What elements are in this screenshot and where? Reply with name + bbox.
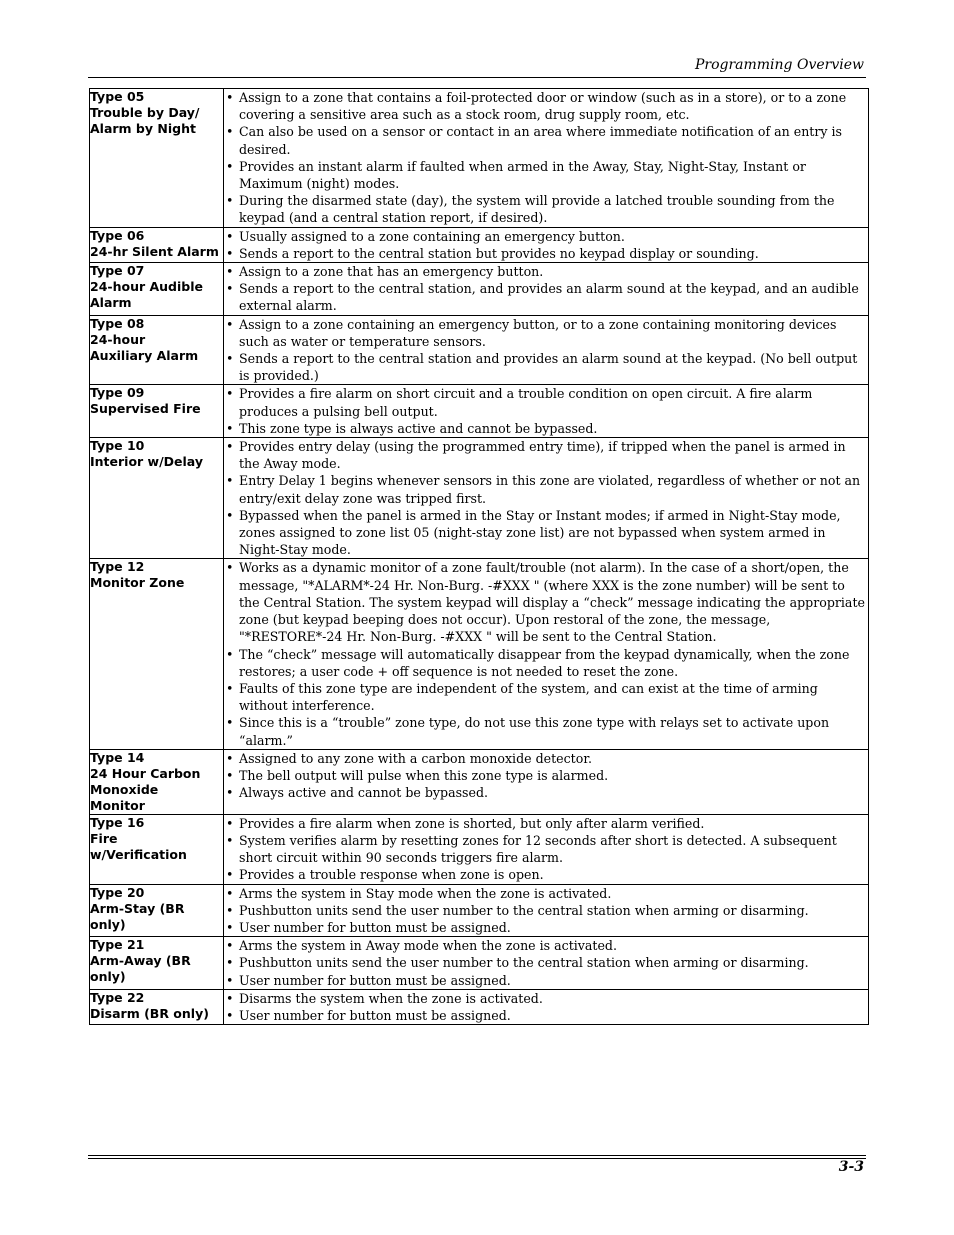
zone-type-name-cell — [90, 315, 224, 385]
zone-type-name-line: Type 06 — [90, 227, 145, 243]
list-item: • Provides an instant alarm if faulted when armed in the Away, Stay, Night-Stay, Instant or Maximum (night) modes. — [224, 158, 868, 192]
zone-type-name-line: Arm-Away (BR — [90, 953, 191, 969]
header-rule — [88, 77, 866, 78]
footer-rule — [88, 1158, 866, 1159]
description-bullet-list — [224, 815, 868, 884]
description-bullet-list — [224, 885, 868, 937]
zone-type-name-cell — [90, 559, 224, 749]
list-item: • This zone type is always active and cannot be bypassed. — [224, 420, 868, 437]
list-item: • The “check” message will automatically disappear from the keypad dynamically, when the zone restores; a user code + off sequence is not needed to reset the zone. — [224, 646, 868, 680]
list-item: • Since this is a “trouble” zone type, do not use this zone type with relays set to activate upon “alarm.” — [224, 714, 868, 748]
list-item: • Arms the system in Stay mode when the zone is activated. — [224, 885, 868, 902]
description-bullet-list — [224, 263, 868, 315]
description-bullet-list — [224, 438, 868, 558]
table-row — [90, 89, 869, 228]
zone-type-name-line: Fire — [90, 830, 118, 846]
list-item: • Sends a report to the central station but provides no keypad display or sounding. — [224, 245, 868, 262]
zone-type-name-line: Monoxide — [90, 781, 159, 797]
list-item: • Assign to a zone that has an emergency button. — [224, 263, 868, 280]
zone-type-name-line: Type 07 — [90, 263, 145, 279]
zone-type-name-line: Type 21 — [90, 937, 145, 953]
list-item: • Can also be used on a sensor or contact in an area where immediate notification of an entry is desired. — [224, 123, 868, 157]
zone-type-name-line: Disarm (BR only) — [90, 1005, 209, 1021]
description-bullet-list — [224, 937, 868, 989]
table-row — [90, 989, 869, 1024]
zone-type-name-cell — [90, 989, 224, 1024]
list-item: • Usually assigned to a zone containing an emergency button. — [224, 228, 868, 245]
zone-type-description-cell — [224, 89, 869, 228]
zone-type-name-line: Trouble by Day/ — [90, 105, 200, 120]
table-row — [90, 315, 869, 385]
zone-type-name-line: 24-hour — [90, 331, 146, 347]
footer-rule — [88, 1155, 866, 1156]
table-row — [90, 884, 869, 937]
zone-type-name-line: Type 08 — [90, 315, 145, 331]
zone-type-name-cell — [90, 884, 224, 937]
table-row — [90, 263, 869, 316]
zone-type-name-cell — [90, 937, 224, 990]
list-item: • During the disarmed state (day), the system will provide a latched trouble sounding from the keypad (and a central station report, if desired). — [224, 192, 868, 226]
zone-type-name-cell — [90, 749, 224, 814]
zone-type-name-line: Type 09 — [90, 385, 145, 401]
zone-type-name-line: 24-hr Silent Alarm — [90, 243, 219, 259]
list-item: • User number for button must be assigned. — [224, 972, 868, 989]
zone-type-name-line: Type 16 — [90, 814, 145, 830]
list-item: • User number for button must be assigned. — [224, 919, 868, 936]
zone-type-name-line: 24-hour Audible — [90, 279, 204, 295]
table-row — [90, 814, 869, 884]
zone-type-name-line: Type 22 — [90, 989, 145, 1005]
description-bullet-list — [224, 316, 868, 385]
zone-type-name-line: Type 12 — [90, 559, 145, 575]
list-item: • Assigned to any zone with a carbon monoxide detector. — [224, 750, 868, 767]
zone-type-name-line: Supervised Fire — [90, 401, 201, 417]
table-row — [90, 438, 869, 559]
page-header-title: Programming Overview — [694, 57, 864, 73]
description-bullet-list — [224, 559, 868, 748]
zone-type-name-cell — [90, 814, 224, 884]
list-item: • Bypassed when the panel is armed in the Stay or Instant modes; if armed in Night-Stay mode, zones assigned to zone list 05 (night-stay zone list) are not bypassed when system armed in Night-Stay mode. — [224, 507, 868, 559]
list-item: • Assign to a zone containing an emergency button, or to a zone containing monitoring devices such as water or temperature sensors. — [224, 316, 868, 350]
table-row — [90, 937, 869, 990]
zone-type-name-line: Interior w/Delay — [90, 454, 204, 470]
list-item: • Disarms the system when the zone is activated. — [224, 990, 868, 1007]
zone-type-description-cell — [224, 989, 869, 1024]
zone-type-name-line: 24 Hour Carbon — [90, 765, 201, 781]
list-item: • Always active and cannot be bypassed. — [224, 784, 868, 801]
table-row — [90, 749, 869, 814]
description-bullet-list — [224, 385, 868, 437]
zone-type-description-cell — [224, 884, 869, 937]
zone-type-description-cell — [224, 814, 869, 884]
zone-type-name-line: w/Verification — [90, 846, 187, 862]
list-item: • Provides a trouble response when zone is open. — [224, 866, 868, 883]
list-item: • Pushbutton units send the user number to the central station when arming or disarming. — [224, 902, 868, 919]
zone-type-name-line: Arm-Stay (BR — [90, 900, 185, 916]
list-item: • Works as a dynamic monitor of a zone fault/trouble (not alarm). In the case of a short/open, the message, "*ALARM*-24 Hr. Non-Burg. -#XXX " (where XXX is the zone number) will be sent to the Central Station. The system keypad will display a “check” message indicating the appropriate zone (but keypad beeping does not occur). Upon restoral of the zone, the message, "*RESTORE*-24 Hr. Non-Burg. -#XXX " will be sent to the Central Station. — [224, 559, 868, 645]
zone-type-description-cell — [224, 385, 869, 438]
zone-type-description-cell — [224, 263, 869, 316]
table-row — [90, 385, 869, 438]
zone-type-description-cell — [224, 559, 869, 749]
zone-type-name-line: Monitor Zone — [90, 575, 185, 591]
list-item: • Entry Delay 1 begins whenever sensors in this zone are violated, regardless of whether or not an entry/exit delay zone was tripped first. — [224, 472, 868, 506]
zone-type-name-cell — [90, 227, 224, 262]
zone-type-description-cell — [224, 438, 869, 559]
table-row — [90, 227, 869, 262]
zone-type-name-line: Monitor — [90, 797, 145, 813]
zone-type-description-cell — [224, 937, 869, 990]
zone-type-name-line: Type 14 — [90, 749, 145, 765]
zone-types-table — [89, 88, 869, 1025]
description-bullet-list — [224, 228, 868, 262]
zone-types-table-body — [90, 89, 869, 1025]
zone-type-name-line: Type 10 — [90, 438, 145, 454]
zone-type-name-line: only) — [90, 969, 126, 985]
list-item: • Provides a fire alarm on short circuit and a trouble condition on open circuit. A fire alarm produces a pulsing bell output. — [224, 385, 868, 419]
zone-type-name-cell — [90, 385, 224, 438]
list-item: • The bell output will pulse when this zone type is alarmed. — [224, 767, 868, 784]
list-item: • Pushbutton units send the user number to the central station when arming or disarming. — [224, 954, 868, 971]
zone-type-name-cell — [90, 438, 224, 559]
table-row — [90, 559, 869, 749]
zone-type-name-cell — [90, 89, 224, 228]
zone-type-name-line: only) — [90, 916, 126, 932]
list-item: • Provides entry delay (using the programmed entry time), if tripped when the panel is armed in the Away mode. — [224, 438, 868, 472]
zone-type-name-line: Alarm — [90, 295, 132, 311]
zone-type-name-cell — [90, 263, 224, 316]
list-item: • Sends a report to the central station, and provides an alarm sound at the keypad, and an audible external alarm. — [224, 280, 868, 314]
list-item: • System verifies alarm by resetting zones for 12 seconds after short is detected. A subsequent short circuit within 90 seconds triggers fire alarm. — [224, 832, 868, 866]
zone-type-description-cell — [224, 749, 869, 814]
list-item: • Arms the system in Away mode when the zone is activated. — [224, 937, 868, 954]
zone-type-name-line: Auxiliary Alarm — [90, 347, 199, 363]
description-bullet-list — [224, 750, 868, 802]
zone-type-description-cell — [224, 315, 869, 385]
zone-type-name-line: Type 05 — [90, 89, 145, 104]
zone-type-name-line: Type 20 — [90, 884, 145, 900]
description-bullet-list — [224, 990, 868, 1024]
description-bullet-list — [224, 89, 868, 227]
zone-type-description-cell — [224, 227, 869, 262]
zone-type-name-line: Alarm by Night — [90, 121, 196, 136]
list-item: • Assign to a zone that contains a foil-protected door or window (such as in a store), or to a zone covering a sensitive area such as a stock room, drug supply room, etc. — [224, 89, 868, 123]
page-number: 3-3 — [838, 1159, 864, 1175]
list-item: • Faults of this zone type are independent of the system, and can exist at the time of arming without interference. — [224, 680, 868, 714]
list-item: • Sends a report to the central station and provides an alarm sound at the keypad. (No bell output is provided.) — [224, 350, 868, 384]
list-item: • Provides a fire alarm when zone is shorted, but only after alarm verified. — [224, 815, 868, 832]
list-item: • User number for button must be assigned. — [224, 1007, 868, 1024]
